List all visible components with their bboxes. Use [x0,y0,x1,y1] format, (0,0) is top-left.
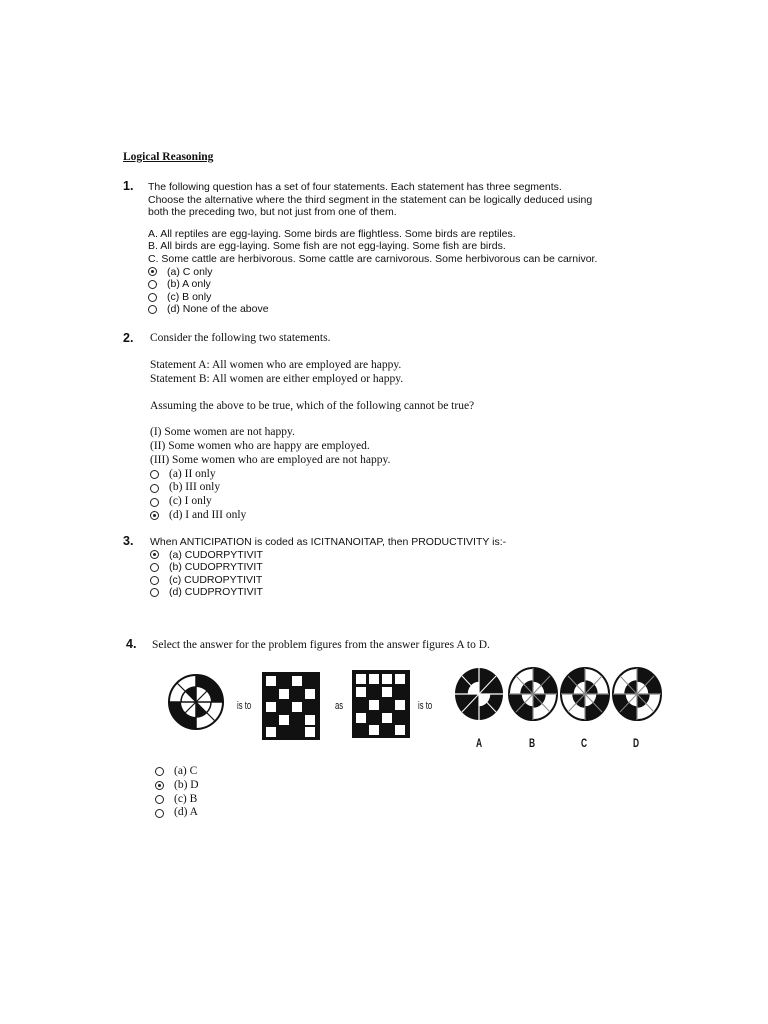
q1-option-a[interactable] [148,266,597,279]
question-3 [150,536,506,599]
option-label: (d) A [174,806,198,819]
answer-label-c: C [581,736,588,750]
question-3-number: 3. [123,534,134,548]
option-label: (d) CUDPROYTIVIT [169,586,263,599]
radio-icon[interactable] [155,809,164,818]
question-2-item: (I) Some women are not happy. [150,426,295,439]
q3-option-b[interactable] [150,561,506,574]
question-1 [148,181,597,316]
q1-option-c[interactable] [148,291,597,304]
question-2-intro: Consider the following two statements. [150,332,331,344]
question-3-text: When ANTICIPATION is coded as ICITNANOITAP, then PRODUCTIVITY is:- [150,536,507,548]
radio-icon[interactable] [155,767,164,776]
q2-option-b[interactable] [150,481,474,495]
answer-figure-d [611,666,663,722]
radio-selected-icon[interactable] [150,511,159,520]
question-2-number: 2. [123,331,134,345]
option-label: (b) A only [167,278,211,291]
question-2-item: (III) Some women who are employed are not happy. [150,453,391,466]
radio-icon[interactable] [150,484,159,493]
option-label: (a) II only [169,467,216,480]
answer-label-a: A [476,736,483,750]
q4-option-a[interactable] [155,765,199,779]
radio-icon[interactable] [148,280,157,289]
statement-b: Statement B: All women are either employed or happy. [150,372,404,385]
answer-label-b: B [529,736,536,750]
is-to-label: is to [237,700,252,712]
q4-option-c[interactable] [155,793,199,807]
radio-icon[interactable] [150,498,159,507]
radio-selected-icon[interactable] [150,550,159,559]
option-label: (c) CUDROPYTIVIT [169,573,263,586]
q3-option-a[interactable] [150,549,506,562]
q1-option-d[interactable] [148,303,597,316]
option-label: (d) None of the above [167,303,269,316]
q4-option-b[interactable] [155,779,199,793]
statement-a: Statement A: All women who are employed are happy. [150,358,402,371]
q2-option-c[interactable] [150,495,474,509]
problem-figure-circle [167,673,225,731]
problem-figure-grid-2 [352,670,410,738]
question-2-prompt: Assuming the above to be true, which of the following cannot be true? [150,400,475,413]
answer-figure-a [453,666,505,722]
option-label: (b) D [174,778,199,791]
radio-icon[interactable] [150,588,159,597]
question-4-text: Select the answer for the problem figures from the answer figures A to D. [152,639,490,651]
q3-option-c[interactable] [150,574,506,587]
radio-selected-icon[interactable] [148,267,157,276]
radio-selected-icon[interactable] [155,781,164,790]
radio-icon[interactable] [150,563,159,572]
question-4-options [155,765,199,820]
option-label: (d) I and III only [169,508,247,521]
radio-icon[interactable] [150,470,159,479]
question-4-number: 4. [126,637,137,651]
option-label: (a) C only [167,265,213,278]
question-1-number: 1. [123,179,134,193]
option-label: (c) B only [167,290,212,303]
q4-option-d[interactable] [155,806,199,820]
option-label: (c) I only [169,495,212,508]
answer-figure-c [559,666,611,722]
question-1-text-line: The following question has a set of four statements. Each statement has three segments. [148,181,562,193]
radio-icon[interactable] [148,293,157,302]
section-heading: Logical Reasoning [123,151,214,163]
option-label: (c) B [174,792,198,805]
q2-option-d[interactable] [150,509,474,523]
option-label: (b) CUDOPRYTIVIT [169,561,263,574]
question-2 [150,332,474,523]
question-1-text-line: Choose the alternative where the third segment in the statement can be logically deduced using [148,193,593,206]
question-2-item: (II) Some women who are happy are employed. [150,439,370,452]
q1-option-b[interactable] [148,278,597,291]
option-label: (a) C [174,765,198,777]
radio-icon[interactable] [150,576,159,585]
option-label: (b) III only [169,481,221,494]
is-to-label: is to [418,700,433,712]
question-1-statement: B. All birds are egg-laying. Some fish are not egg-laying. Some fish are birds. [148,240,506,253]
q3-option-d[interactable] [150,586,506,599]
question-1-text-line: both the preceding two, but not just from one of them. [148,206,397,219]
problem-figure-grid-1 [262,672,320,740]
q2-option-a[interactable] [150,468,474,482]
question-1-statement: C. Some cattle are herbivorous. Some cattle are carnivorous. Some herbivorous can be carnivor. [148,252,598,265]
option-label: (a) CUDORPYTIVIT [169,548,263,561]
radio-icon[interactable] [148,305,157,314]
question-1-statement: A. All reptiles are egg-laying. Some birds are flightless. Some birds are reptiles. [148,227,516,240]
radio-icon[interactable] [155,795,164,804]
answer-label-d: D [633,736,640,750]
answer-figure-b [507,666,559,722]
as-label: as [335,700,344,712]
